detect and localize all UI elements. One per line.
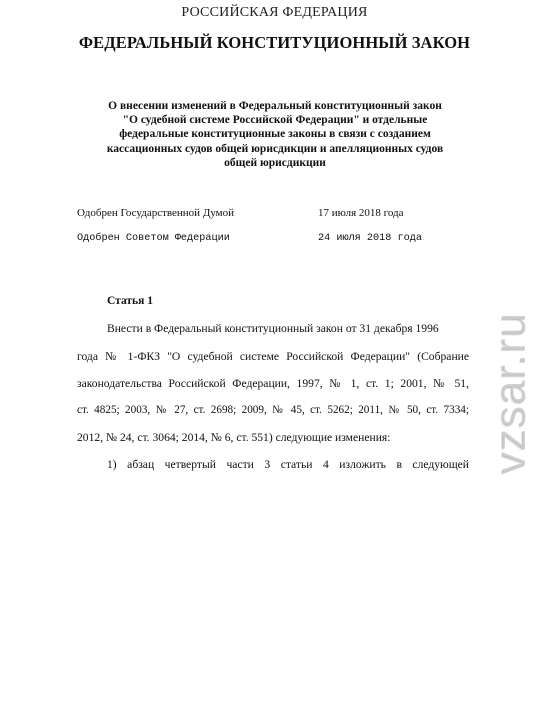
article-text-line: законодательства Российской Федерации, 1997, № 1, ст. 1; 2001, № 51,: [77, 377, 469, 390]
approval-label: Одобрен Советом Федерации: [77, 233, 230, 244]
approval-label: Одобрен Государственной Думой: [77, 207, 235, 219]
approval-date: 17 июля 2018 года: [318, 207, 404, 219]
watermark-text: vzsar.ru: [486, 311, 535, 474]
approval-duma: [77, 207, 477, 223]
law-title: [60, 99, 490, 170]
approval-date: 24 июля 2018 года: [318, 233, 422, 244]
article-text-line: Внести в Федеральный конституционный закон от 31 декабря 1996: [107, 322, 439, 335]
law-title-line: федеральные конституционные законы в связи с созданием: [119, 128, 431, 141]
article-text-line: 2012, № 24, ст. 3064; 2014, № 6, ст. 551) следующие изменения:: [77, 431, 391, 444]
article-text-line: года № 1-ФКЗ "О судебной системе Российской Федерации" (Собрание: [77, 350, 469, 363]
law-title-line: общей юрисдикции: [224, 156, 326, 169]
article-heading: Статья 1: [107, 295, 153, 307]
article-text-line: ст. 4825; 2003, № 27, ст. 2698; 2009, № 45, ст. 5262; 2011, № 50, ст. 7334;: [77, 404, 469, 416]
law-type-heading: ФЕДЕРАЛЬНЫЙ КОНСТИТУЦИОННЫЙ ЗАКОН: [78, 33, 471, 52]
article-text-line: 1) абзац четвертый части 3 статьи 4 изложить в следующей: [107, 458, 469, 471]
approval-federation-council: [77, 233, 477, 249]
watermark: [486, 311, 546, 704]
law-title-line: "О судебной системе Российской Федерации" и отдельные: [122, 114, 428, 127]
law-title-line: О внесении изменений в Федеральный конституционный закон: [108, 100, 442, 112]
law-title-line: кассационных судов общей юрисдикции и апелляционных судов: [106, 142, 444, 155]
country-header: РОССИЙСКАЯ ФЕДЕРАЦИЯ: [181, 5, 368, 20]
